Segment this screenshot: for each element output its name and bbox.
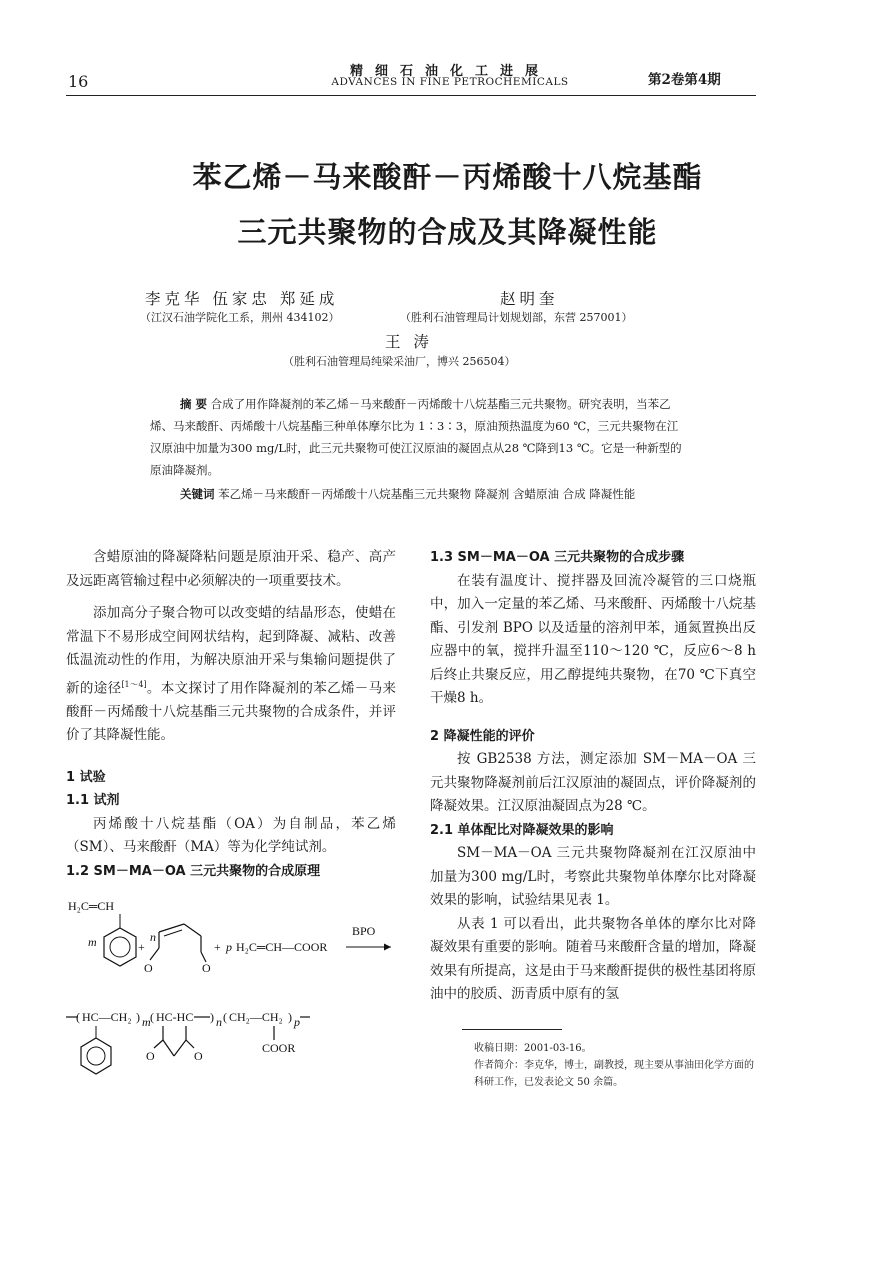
product-ma-unit: HC-HC xyxy=(156,1010,194,1024)
product-aromatic-circle xyxy=(87,1047,105,1065)
product-ring-bottom-left xyxy=(163,1040,174,1056)
right-column xyxy=(430,546,756,1007)
left-column xyxy=(66,546,396,883)
affiliation-group3: （胜利石油管理局纯梁采油厂，博兴 256504） xyxy=(283,355,516,368)
affiliation-group2: （胜利石油管理局计划规划部，东营 257001） xyxy=(400,311,633,324)
plus-sign-1: + xyxy=(138,940,145,954)
abstract-text: 合成了用作降凝剂的苯乙烯－马来酸酐－丙烯酸十八烷基酯三元共聚物。研究表明，当苯乙烯、马来酸酐、丙烯酸十八烷基酯三种单体摩尔比为 1∶3∶3，原油预热温度为60 ℃，三元共聚物在江汉原油中加量为300 mg/L时，此三元共聚物可使江汉原油的凝固点从28 ℃降到13 ℃。它是一种新型的原油降凝剂。 xyxy=(150,397,682,477)
paragraph-reagents: 丙烯酸十八烷基酯（OA）为自制品，苯乙烯（SM）、马来酸酐（MA）等为化学纯试剂。 xyxy=(66,815,396,855)
ma-oxygen-left: O xyxy=(144,961,153,975)
section-2-1-heading: 2.1 单体配比对降凝效果的影响 xyxy=(430,822,614,838)
product-subscript-m: m xyxy=(142,1015,151,1029)
product-styrene-unit: HC—CH₂ xyxy=(82,1010,132,1024)
section-1-1-heading: 1.1 试剂 xyxy=(66,793,120,808)
citation-ref: [1～4] xyxy=(121,679,147,689)
keywords xyxy=(150,483,685,505)
product-carbonyl-left xyxy=(154,1040,163,1048)
product-bracket-left-1: ( xyxy=(76,1010,80,1024)
coefficient-n: n xyxy=(150,930,156,944)
section-1-2-heading: 1.2 SM－MA－OA 三元共聚物的合成原理 xyxy=(66,863,321,879)
paragraph-intro-2 xyxy=(66,602,396,748)
product-benzene-ring xyxy=(81,1038,111,1074)
abstract-label: 摘 要 xyxy=(180,397,208,411)
section-2-heading: 2 降凝性能的评价 xyxy=(430,728,535,744)
footnote-rule xyxy=(462,1029,562,1030)
product-subscript-n: n xyxy=(216,1015,222,1029)
product-ester-group: COOR xyxy=(262,1041,296,1055)
paragraph-procedure: 在装有温度计、搅拌器及回流冷凝管的三口烧瓶中，加入一定量的苯乙烯、马来酸酐、丙烯酸十八烷基酯、引发剂 BPO 以及适量的溶剂甲苯，通氮置换出反应器中的氧，搅拌升温至110～120 ℃，反应6～8 h后终止共聚反应，用乙醇提纯共聚物，在70 ℃下真空干燥8 h。 xyxy=(430,572,756,706)
paragraph-intro-2a: 添加高分子聚合物可以改变蜡的结晶形态，使蜡在常温下不易形成空间网状结构，起到降凝、减粘、改善低温流动性的作用，为解决原油开采与集输问题提供了新的途径 xyxy=(66,605,396,696)
catalyst-label: BPO xyxy=(352,924,376,938)
journal-title-cn: 精细石油化工进展 xyxy=(349,64,550,79)
ma-double-bond xyxy=(164,930,182,936)
product-carbonyl-right xyxy=(186,1040,194,1048)
reaction-scheme xyxy=(66,896,406,1086)
authors-group2: 赵明奎 xyxy=(500,290,559,308)
acrylate-formula: H₂C═CH—COOR xyxy=(236,940,328,954)
reaction-arrow-head xyxy=(384,944,391,951)
product-acrylate-unit: CH₂—CH₂ xyxy=(229,1010,283,1024)
paragraph-ratio-discussion: 从表 1 可以看出，此共聚物各单体的摩尔比对降凝效果有重要的影响。随着马来酸酐含量的增加，降凝效果有所提高，这是由于马来酸酐提供的极性基团将原油中的胶质、沥青质中原有的氢 xyxy=(430,915,756,1002)
paragraph-evaluation: 按 GB2538 方法，测定添加 SM－MA－OA 三元共聚物降凝剂前后江汉原油的凝固点，评价降凝剂的降凝效果。江汉原油凝固点为28 ℃。 xyxy=(430,751,756,814)
abstract xyxy=(150,393,685,481)
page-number: 16 xyxy=(68,72,89,91)
author-intro: 作者简介：李克华，博士，副教授，现主要从事油田化学方面的科研工作，已发表论文 50 余篇。 xyxy=(474,1060,754,1088)
product-bracket-left-2: ( xyxy=(150,1010,154,1024)
styrene-aromatic-circle xyxy=(110,937,130,957)
product-bracket-right-3: ) xyxy=(288,1010,292,1024)
styrene-benzene-ring xyxy=(104,928,136,966)
paragraph-intro-1: 含蜡原油的降凝降粘问题是原油开采、稳产、高产及远距离管输过程中必须解决的一项重要技术。 xyxy=(66,549,396,589)
product-bracket-right-1: ) xyxy=(136,1010,140,1024)
section-1-3-heading: 1.3 SM－MA－OA 三元共聚物的合成步骤 xyxy=(430,550,685,565)
ma-carbonyl-left xyxy=(150,948,159,960)
product-oxygen-right: O xyxy=(194,1049,203,1063)
header-rule xyxy=(66,95,756,96)
keywords-text: 苯乙烯－马来酸酐－丙烯酸十八烷基酯三元共聚物 降凝剂 含蜡原油 合成 降凝性能 xyxy=(218,487,636,501)
article-title-line2: 三元共聚物的合成及其降凝性能 xyxy=(237,215,658,249)
paragraph-intro-2b: 。本文探讨了用作降凝剂的苯乙烯－马来酸酐－丙烯酸十八烷基酯三元共聚物的合成条件，并评价了其降凝性能。 xyxy=(66,680,397,743)
coefficient-m: m xyxy=(88,935,97,949)
product-ring-bottom-right xyxy=(174,1040,186,1056)
authors-group1: 李克华 伍家忠 郑延成 xyxy=(145,290,339,308)
product-subscript-p: p xyxy=(294,1015,300,1029)
received-date: 收稿日期：2001-03-16。 xyxy=(474,1043,592,1054)
product-bracket-left-3: ( xyxy=(223,1010,227,1024)
authors-group3: 王 涛 xyxy=(385,333,433,351)
paragraph-ratio-intro: SM－MA－OA 三元共聚物降凝剂在江汉原油中加量为300 mg/L时，考察此共聚物单体摩尔比对降凝效果的影响，试验结果见表 1。 xyxy=(430,845,756,908)
journal-title-en: ADVANCES IN FINE PETROCHEMICALS xyxy=(331,76,569,88)
product-bracket-right-2: ) xyxy=(210,1010,214,1024)
affiliation-group1: （江汉石油学院化工系，荆州 434102） xyxy=(140,311,340,324)
volume-issue: 第2卷第4期 xyxy=(648,72,721,88)
keywords-label: 关键词 xyxy=(180,487,215,501)
product-oxygen-left: O xyxy=(146,1049,155,1063)
ma-oxygen-right: O xyxy=(202,961,211,975)
coefficient-p: p xyxy=(226,940,232,954)
ma-bond-right xyxy=(184,924,201,936)
section-1-heading: 1 试验 xyxy=(66,769,106,785)
plus-sign-2: + xyxy=(214,940,221,954)
footnote xyxy=(474,1040,759,1091)
article-title-line1: 苯乙烯－马来酸酐－丙烯酸十八烷基酯 xyxy=(192,160,703,194)
styrene-vinyl-label: H₂C═CH xyxy=(68,899,115,913)
